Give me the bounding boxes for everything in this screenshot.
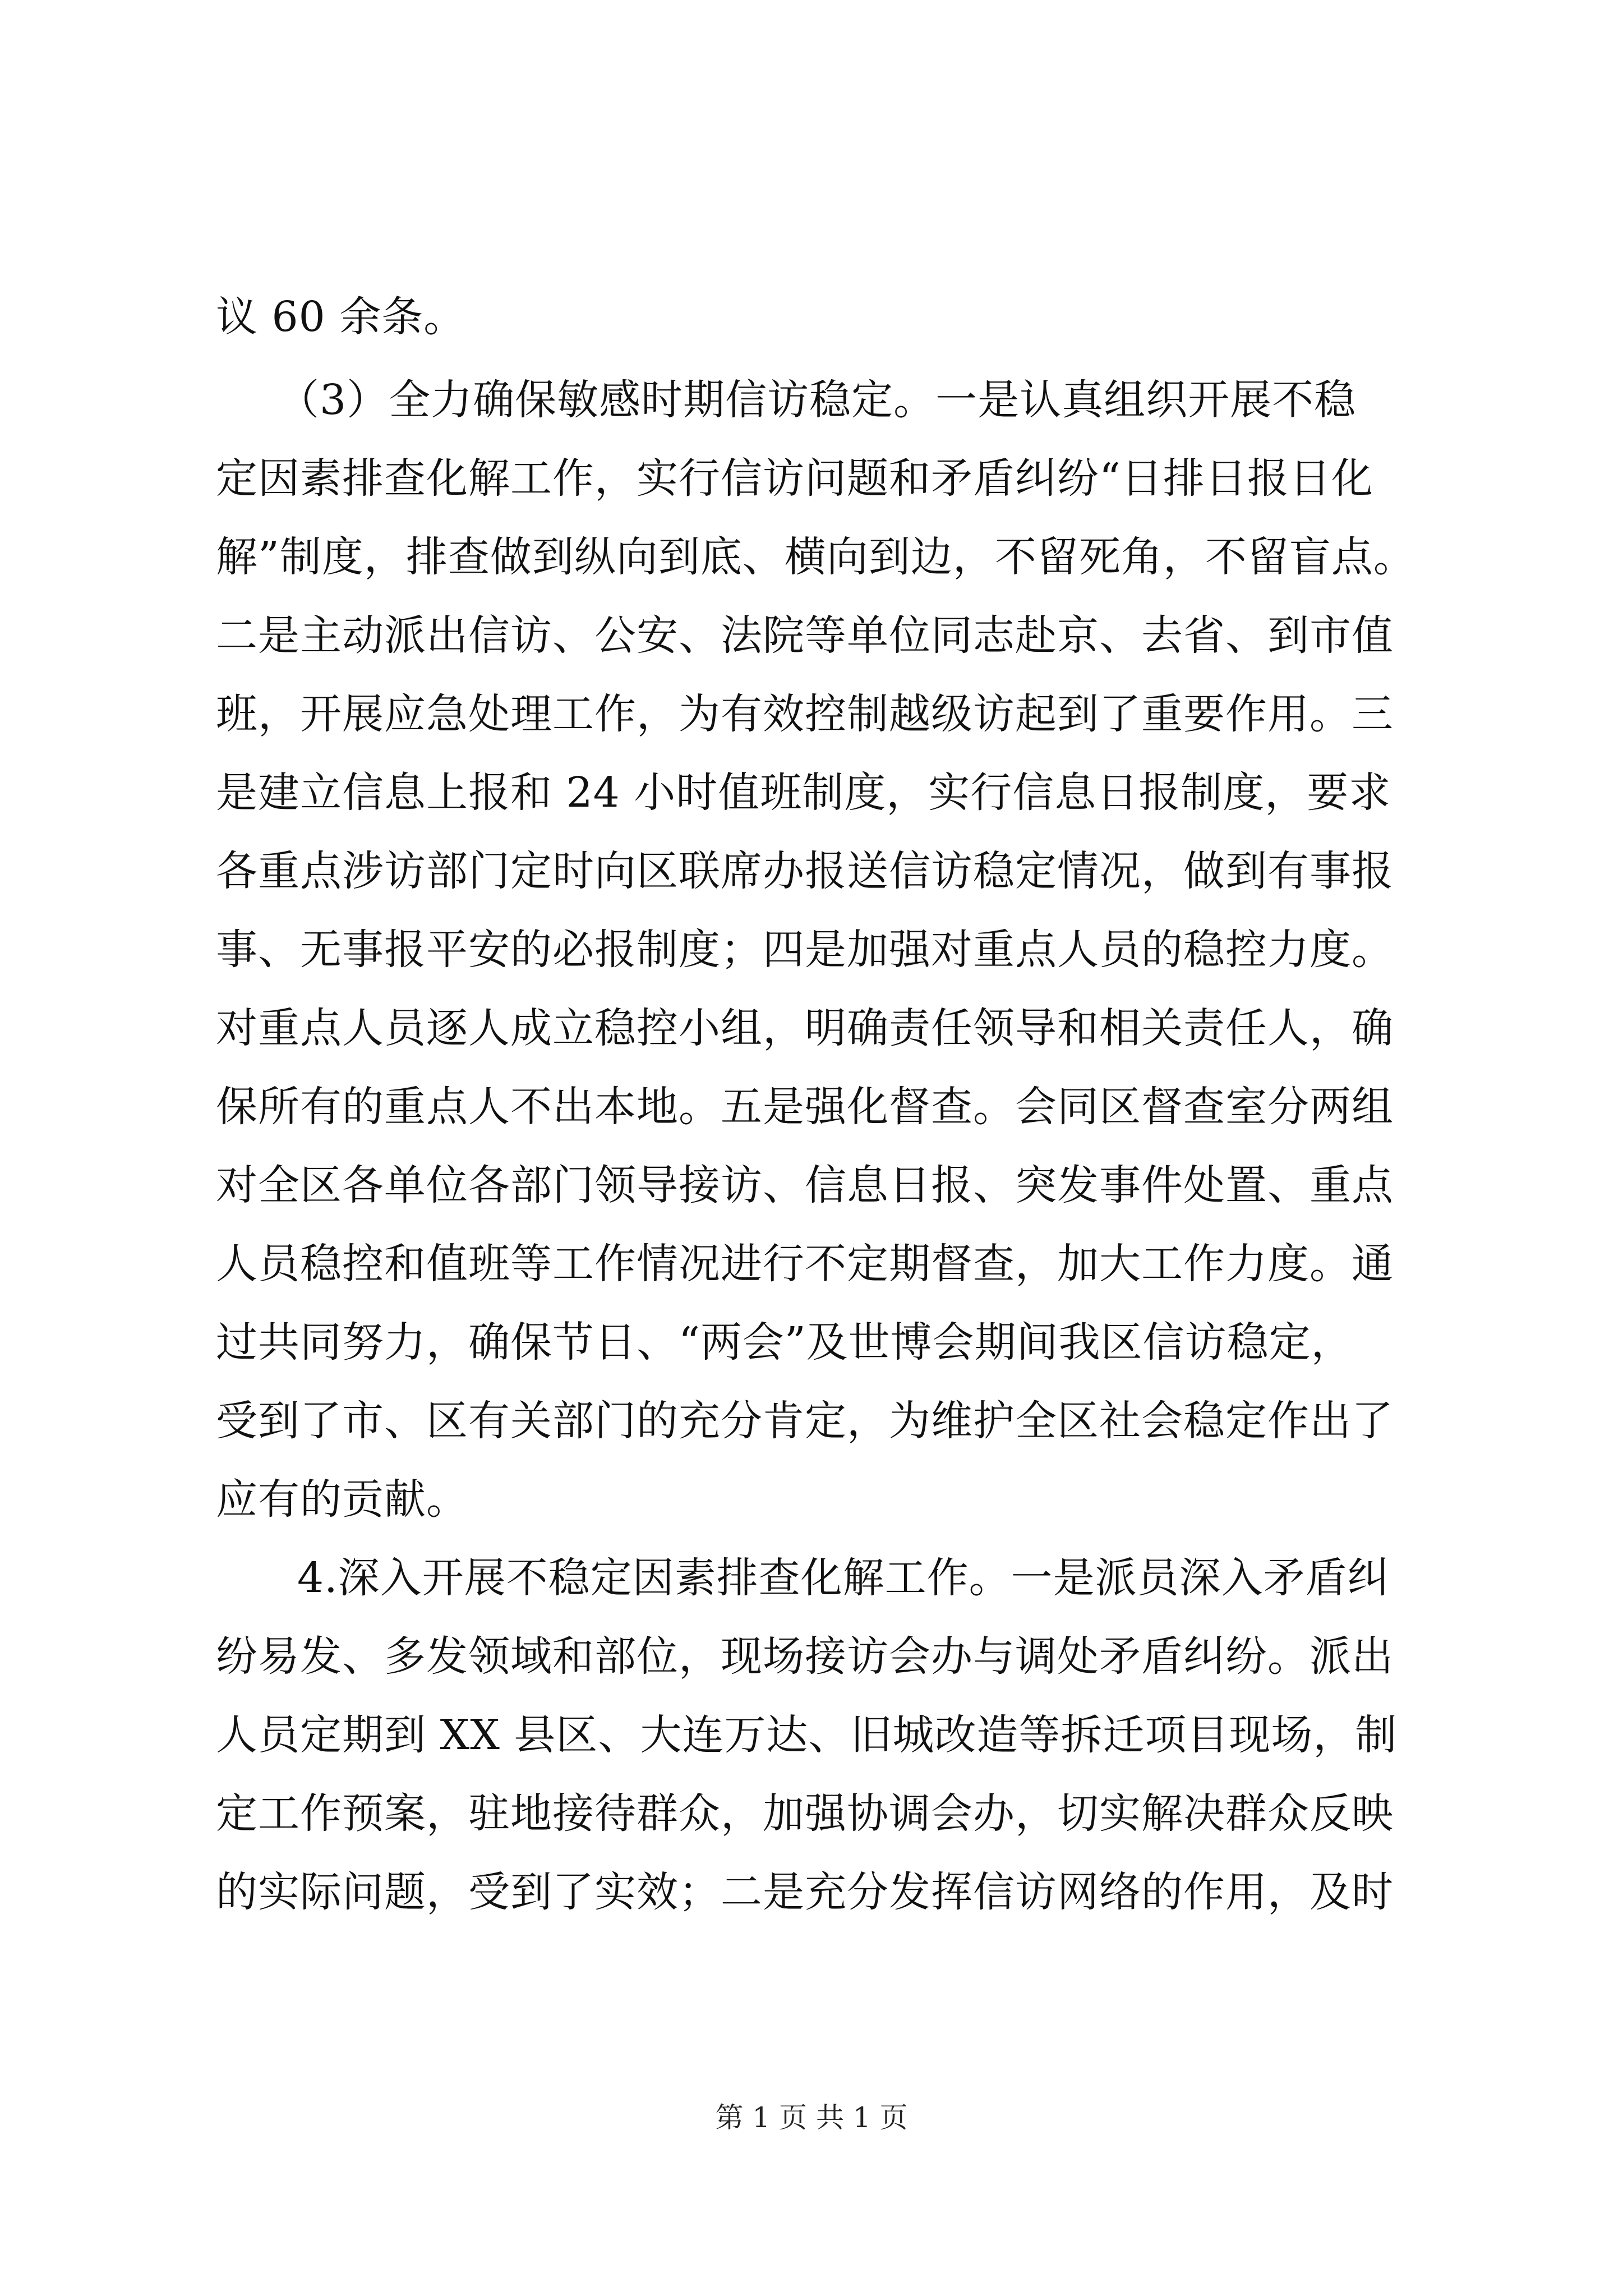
text-line-12: 对全区各单位各部门领导接访、信息日报、突发事件处置、重点 [216, 1161, 1394, 1209]
text-line-19: 人员定期到 XX 县区、大连万达、旧城改造等拆迁项目现场，制 [216, 1711, 1398, 1759]
text-line-1: 议 60 余条。 [216, 293, 466, 341]
text-line-11: 保所有的重点人不出本地。五是强化督查。会同区督查室分两组 [216, 1083, 1394, 1131]
text-line-21: 的实际问题，受到了实效；二是充分发挥信访网络的作用，及时 [216, 1868, 1394, 1916]
text-line-18: 纷易发、多发领域和部位，现场接访会办与调处矛盾纠纷。派出 [216, 1632, 1394, 1681]
text-line-16: 应有的贡献。 [216, 1475, 468, 1524]
text-line-8: 各重点涉访部门定时向区联席办报送信访稳定情况，做到有事报 [216, 847, 1394, 895]
text-line-6: 班，开展应急处理工作，为有效控制越级访起到了重要作用。三 [216, 690, 1394, 738]
text-line-2: （3）全力确保敏感时期信访稳定。一是认真组织开展不稳 [278, 376, 1357, 424]
text-line-5: 二是主动派出信访、公安、法院等单位同志赴京、去省、到市值 [216, 611, 1394, 660]
text-line-3: 定因素排查化解工作，实行信访问题和矛盾纠纷“日排日报日化 [216, 454, 1373, 503]
text-line-9: 事、无事报平安的必报制度；四是加强对重点人员的稳控力度。 [216, 926, 1394, 974]
text-line-7: 是建立信息上报和 24 小时值班制度，实行信息日报制度，要求 [216, 769, 1391, 817]
text-line-10: 对重点人员逐人成立稳控小组，明确责任领导和相关责任人，确 [216, 1004, 1394, 1052]
text-line-4: 解”制度，排查做到纵向到底、横向到边，不留死角，不留盲点。 [216, 533, 1415, 581]
text-line-15: 受到了市、区有关部门的充分肯定，为维护全区社会稳定作出了 [216, 1397, 1394, 1445]
text-line-13: 人员稳控和值班等工作情况进行不定期督查，加大工作力度。通 [216, 1240, 1394, 1288]
text-line-14: 过共同努力，确保节日、“两会”及世博会期间我区信访稳定， [216, 1318, 1353, 1366]
text-line-17: 4.深入开展不稳定因素排查化解工作。一是派员深入矛盾纠 [297, 1554, 1390, 1602]
page-footer: 第 1 页 共 1 页 [715, 2101, 908, 2134]
text-line-20: 定工作预案，驻地接待群众，加强协调会办，切实解决群众反映 [216, 1789, 1394, 1838]
